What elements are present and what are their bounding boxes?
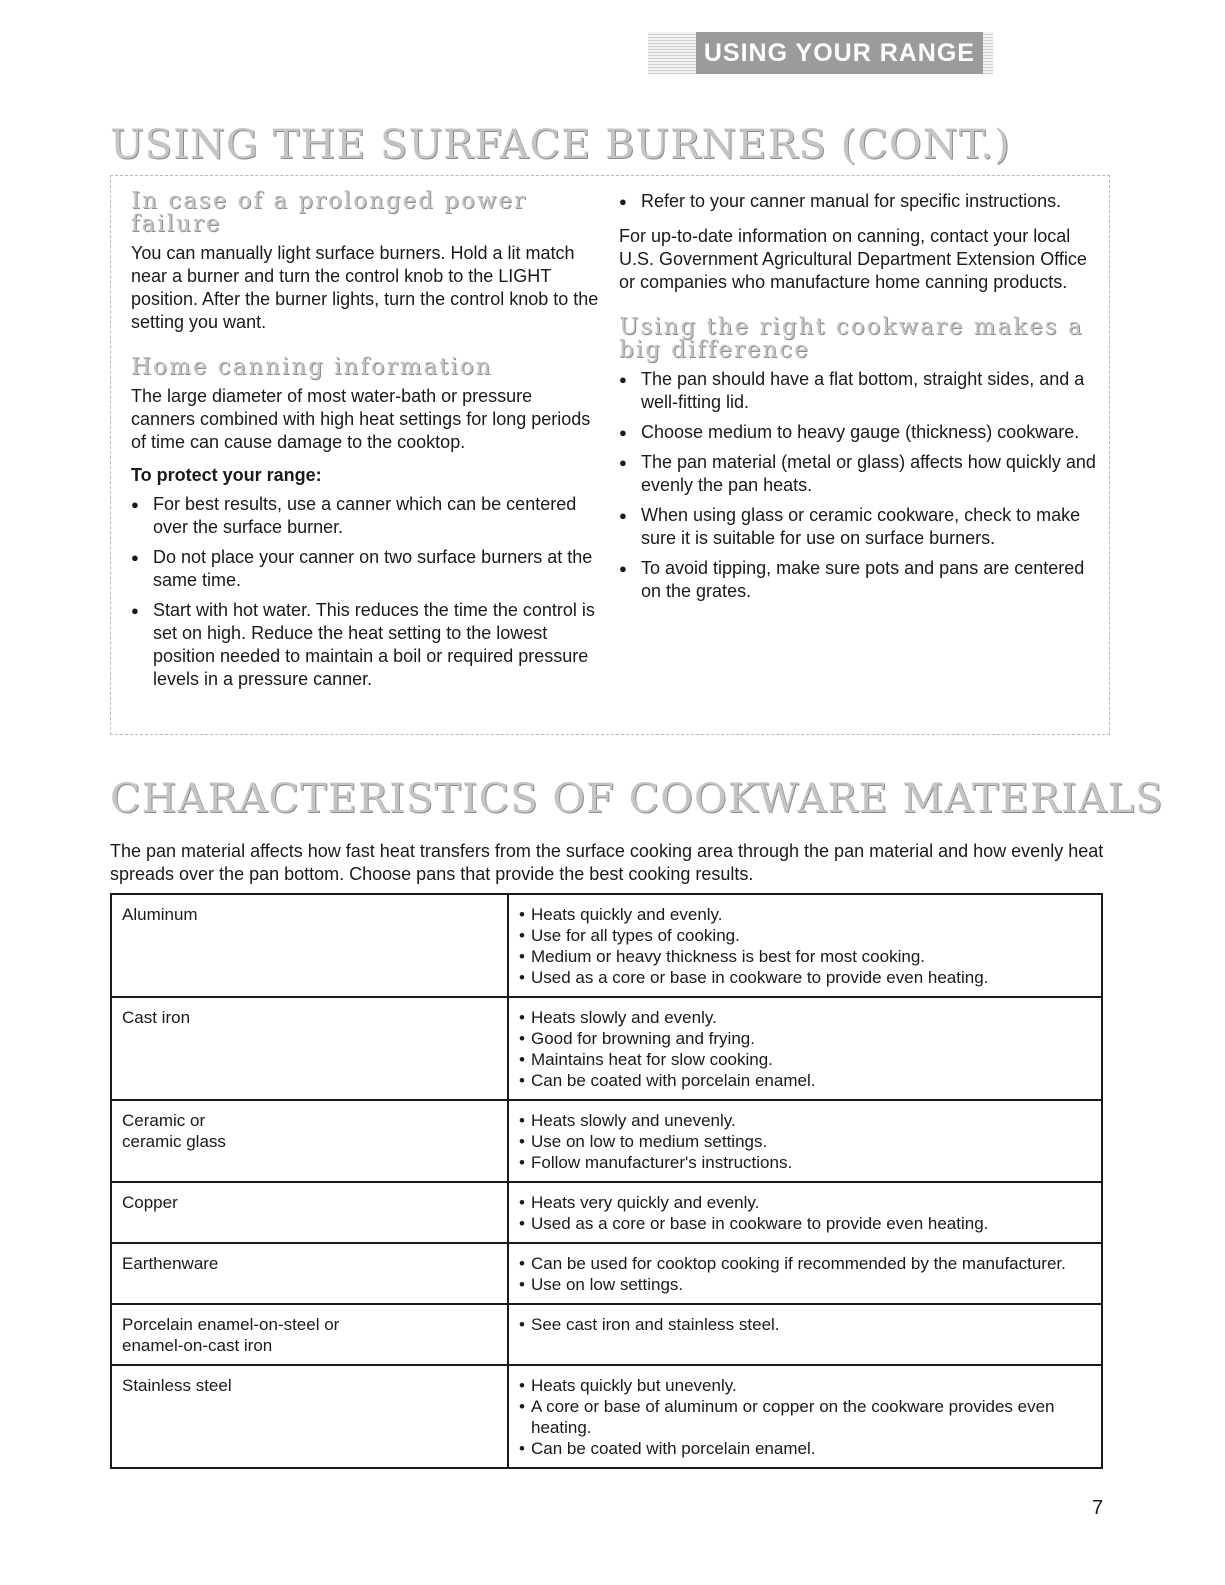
header-bar [648, 32, 993, 74]
materials-table [110, 893, 1103, 1469]
list-item: • Maintains heat for slow cooking. [519, 1049, 1091, 1070]
list-item: ● Refer to your canner manual for specific instructions. [619, 190, 1099, 213]
props-list [519, 1253, 1091, 1295]
props-list [519, 1192, 1091, 1234]
protect-list [131, 493, 601, 691]
list-item: • Medium or heavy thickness is best for most cooking. [519, 946, 1091, 967]
props-list [519, 1110, 1091, 1173]
right-column [619, 190, 1099, 615]
page-number: 7 [1092, 1497, 1104, 1519]
material-props-cell [508, 1243, 1102, 1304]
list-item: • Can be coated with porcelain enamel. [519, 1070, 1091, 1091]
list-item: • Use on low settings. [519, 1274, 1091, 1295]
list-item: • Used as a core or base in cookware to provide even heating. [519, 967, 1091, 988]
list-item: ● Choose medium to heavy gauge (thickness) cookware. [619, 421, 1099, 444]
table-row [111, 1243, 1102, 1304]
canning-title: Home canning information [131, 354, 493, 380]
material-props-cell [508, 1304, 1102, 1365]
table-row [111, 1304, 1102, 1365]
material-name-cell [111, 1365, 508, 1468]
list-item: ● Start with hot water. This reduces the time the control is set on high. Reduce the heat setting to the lowest position needed to maintain a boil or required pressure levels in a pressure canner. [131, 599, 601, 691]
section-intro: The pan material affects how fast heat transfers from the surface cooking area through the pan material and how evenly heat spreads over the pan bottom. Choose pans that provide the best cooking results. [110, 841, 1104, 884]
list-item: ● When using glass or ceramic cookware, check to make sure it is suitable for use on surface burners. [619, 504, 1099, 550]
list-item: • Heats slowly and unevenly. [519, 1110, 1091, 1131]
props-list [519, 904, 1091, 988]
list-item: • Can be used for cooktop cooking if recommended by the manufacturer. [519, 1253, 1091, 1274]
table-row [111, 1365, 1102, 1468]
material-props-cell [508, 894, 1102, 997]
table-row [111, 1182, 1102, 1243]
material-props-cell [508, 1182, 1102, 1243]
list-item: ● For best results, use a canner which can be centered over the surface burner. [131, 493, 601, 539]
header-section-label: USING YOUR RANGE [696, 32, 983, 74]
list-item: • Used as a core or base in cookware to provide even heating. [519, 1213, 1091, 1234]
power-failure-text: You can manually light surface burners. Hold a lit match near a burner and turn the control knob to the LIGHT position. After the burner lights, turn the control knob to the setting you want. [131, 243, 599, 332]
material-name: Porcelain enamel-on-steel or [122, 1315, 340, 1334]
material-name-cell [111, 1243, 508, 1304]
props-list [519, 1007, 1091, 1091]
material-name-cell [111, 894, 508, 997]
protect-heading: To protect your range: [131, 465, 322, 485]
material-name: Stainless steel [122, 1376, 232, 1395]
info-box [110, 175, 1110, 735]
list-item: • Can be coated with porcelain enamel. [519, 1438, 1091, 1459]
cookware-list [619, 368, 1099, 603]
cookware-title-line2: big difference [619, 337, 810, 363]
material-name: Ceramic or [122, 1111, 206, 1130]
list-item: • A core or base of aluminum or copper on the cookware provides even heating. [519, 1396, 1091, 1438]
list-item: ● To avoid tipping, make sure pots and pans are centered on the grates. [619, 557, 1099, 603]
canning-text: The large diameter of most water-bath or pressure canners combined with high heat settings for long periods of time can cause damage to the cooktop. [131, 386, 591, 452]
update-text: For up-to-date information on canning, contact your local U.S. Government Agricultural Department Extension Office or companies who manufacture home canning products. [619, 226, 1087, 292]
material-name: Earthenware [122, 1254, 219, 1273]
section-title: CHARACTERISTICS OF COOKWARE MATERIALS [110, 776, 1164, 822]
table-row [111, 997, 1102, 1100]
list-item: ● The pan should have a flat bottom, straight sides, and a well-fitting lid. [619, 368, 1099, 414]
material-name: enamel-on-cast iron [122, 1336, 273, 1355]
material-props-cell [508, 1100, 1102, 1182]
list-item: • Use on low to medium settings. [519, 1131, 1091, 1152]
list-item: ● The pan material (metal or glass) affects how quickly and evenly the pan heats. [619, 451, 1099, 497]
material-name: Cast iron [122, 1008, 191, 1027]
list-item: • Good for browning and frying. [519, 1028, 1091, 1049]
props-list [519, 1375, 1091, 1459]
material-name-cell [111, 1182, 508, 1243]
props-list [519, 1314, 1091, 1335]
material-name-cell [111, 1100, 508, 1182]
list-item: ● Do not place your canner on two surface burners at the same time. [131, 546, 601, 592]
list-item: • Heats slowly and evenly. [519, 1007, 1091, 1028]
table-row [111, 1100, 1102, 1182]
material-name-cell [111, 997, 508, 1100]
list-item: • Heats quickly and evenly. [519, 904, 1091, 925]
material-name-cell [111, 1304, 508, 1365]
page-title: USING THE SURFACE BURNERS (CONT.) [110, 122, 1011, 168]
list-item: • Follow manufacturer's instructions. [519, 1152, 1091, 1173]
list-item: • Use for all types of cooking. [519, 925, 1091, 946]
left-column [131, 190, 601, 703]
material-name: ceramic glass [122, 1132, 226, 1151]
material-name: Aluminum [122, 905, 198, 924]
canner-list [619, 190, 1099, 213]
list-item: • See cast iron and stainless steel. [519, 1314, 1091, 1335]
material-name: Copper [122, 1193, 178, 1212]
material-props-cell [508, 1365, 1102, 1468]
power-failure-title: In case of a prolonged power failure [131, 188, 528, 237]
list-item: • Heats quickly but unevenly. [519, 1375, 1091, 1396]
material-props-cell [508, 997, 1102, 1100]
list-item: • Heats very quickly and evenly. [519, 1192, 1091, 1213]
table-row [111, 894, 1102, 997]
cookware-title-line1: Using the right cookware makes a [619, 314, 1084, 340]
